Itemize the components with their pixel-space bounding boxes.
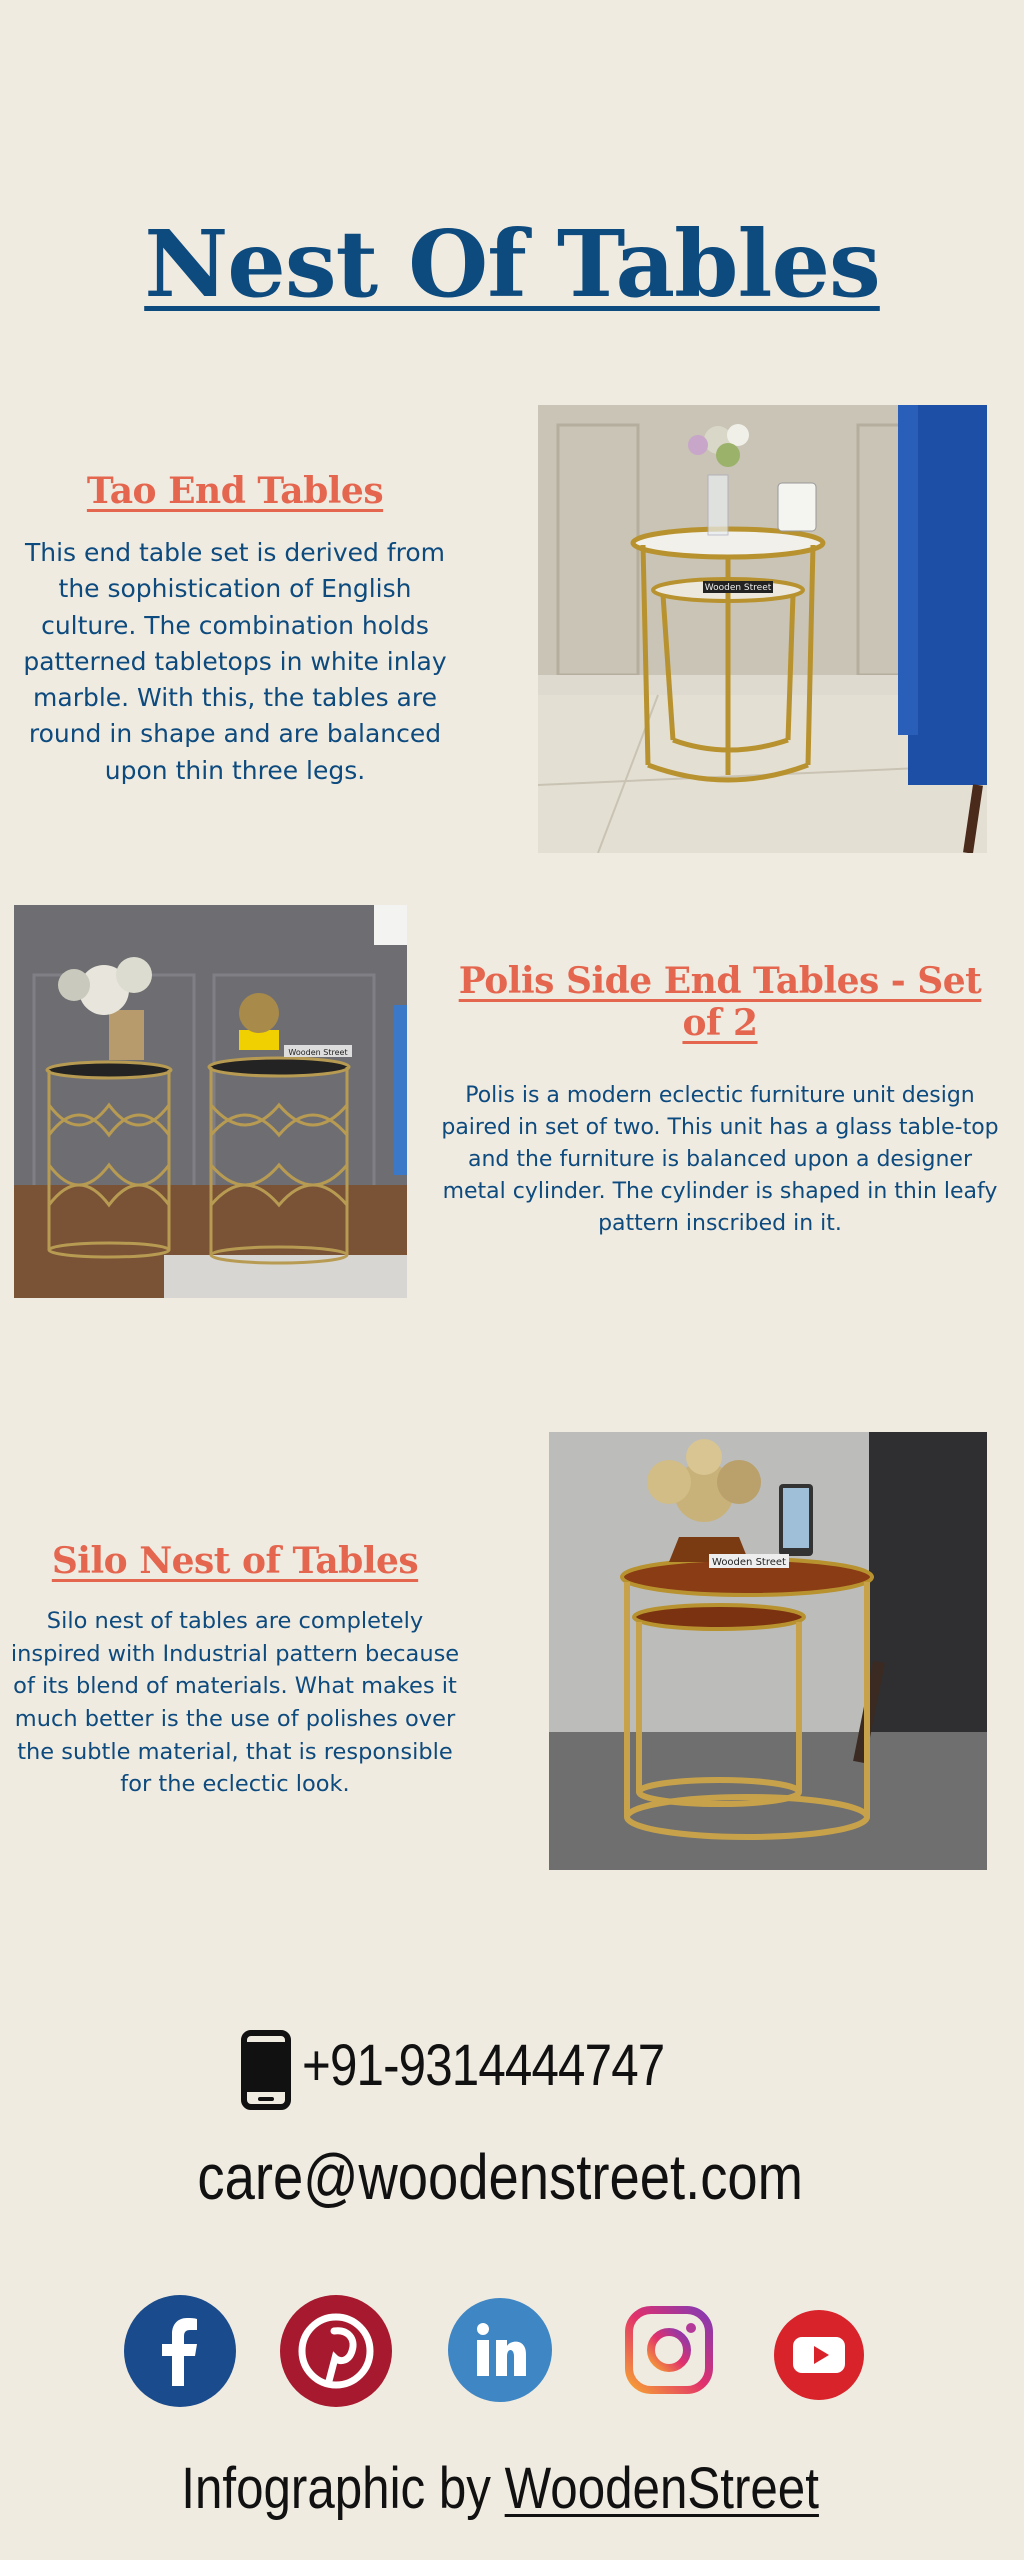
polis-side-end-tables-description: Polis is a modern eclectic furniture unit design paired in set of two. This unit has a glass table-top and the furniture is balanced upon a designer metal cylinder. The cylinder is shaped in thin leafy pattern inscribed in it.: [441, 1083, 999, 1236]
youtube-icon[interactable]: [774, 2310, 864, 2400]
email-link[interactable]: care@woodenstreet.com: [197, 2141, 803, 2213]
phone-icon: [240, 2030, 292, 2110]
linkedin-icon[interactable]: [448, 2298, 552, 2402]
tao-end-tables-image: [538, 405, 987, 853]
facebook-icon[interactable]: [124, 2295, 236, 2407]
footer-credit: [0, 2455, 1000, 2522]
page-title: Nest Of Tables: [144, 210, 880, 318]
instagram-icon[interactable]: [624, 2305, 714, 2395]
silo-image-label: Wooden Street: [712, 1557, 786, 1568]
tao-end-tables-description: This end table set is derived from the sophistication of English culture. The combination holds patterned tabletops in white inlay marble. With this, the tables are round in shape and are balanced upon thin three legs.: [23, 538, 447, 785]
polis-image-label: Wooden Street: [288, 1048, 348, 1057]
polis-side-end-tables-title: Polis Side End Tables - Set of 2: [458, 960, 982, 1044]
phone-number[interactable]: +91-9314444747: [302, 2033, 665, 2098]
pinterest-icon[interactable]: [280, 2295, 392, 2407]
polis-side-end-tables-image: [14, 905, 407, 1298]
tao-image-label: Wooden Street: [704, 583, 772, 593]
silo-nest-of-tables-image: [549, 1432, 987, 1870]
footer-brand-link[interactable]: WoodenStreet: [504, 2456, 819, 2521]
silo-nest-of-tables-description: Silo nest of tables are completely inspired with Industrial pattern because of its blend of materials. What makes it much better is the use of polishes over the subtle material, that is responsible for the eclectic look.: [10, 1608, 460, 1798]
tao-end-tables-title: Tao End Tables: [86, 470, 384, 512]
silo-nest-of-tables-title: Silo Nest of Tables: [51, 1540, 419, 1582]
footer-prefix: Infographic by: [181, 2456, 491, 2521]
